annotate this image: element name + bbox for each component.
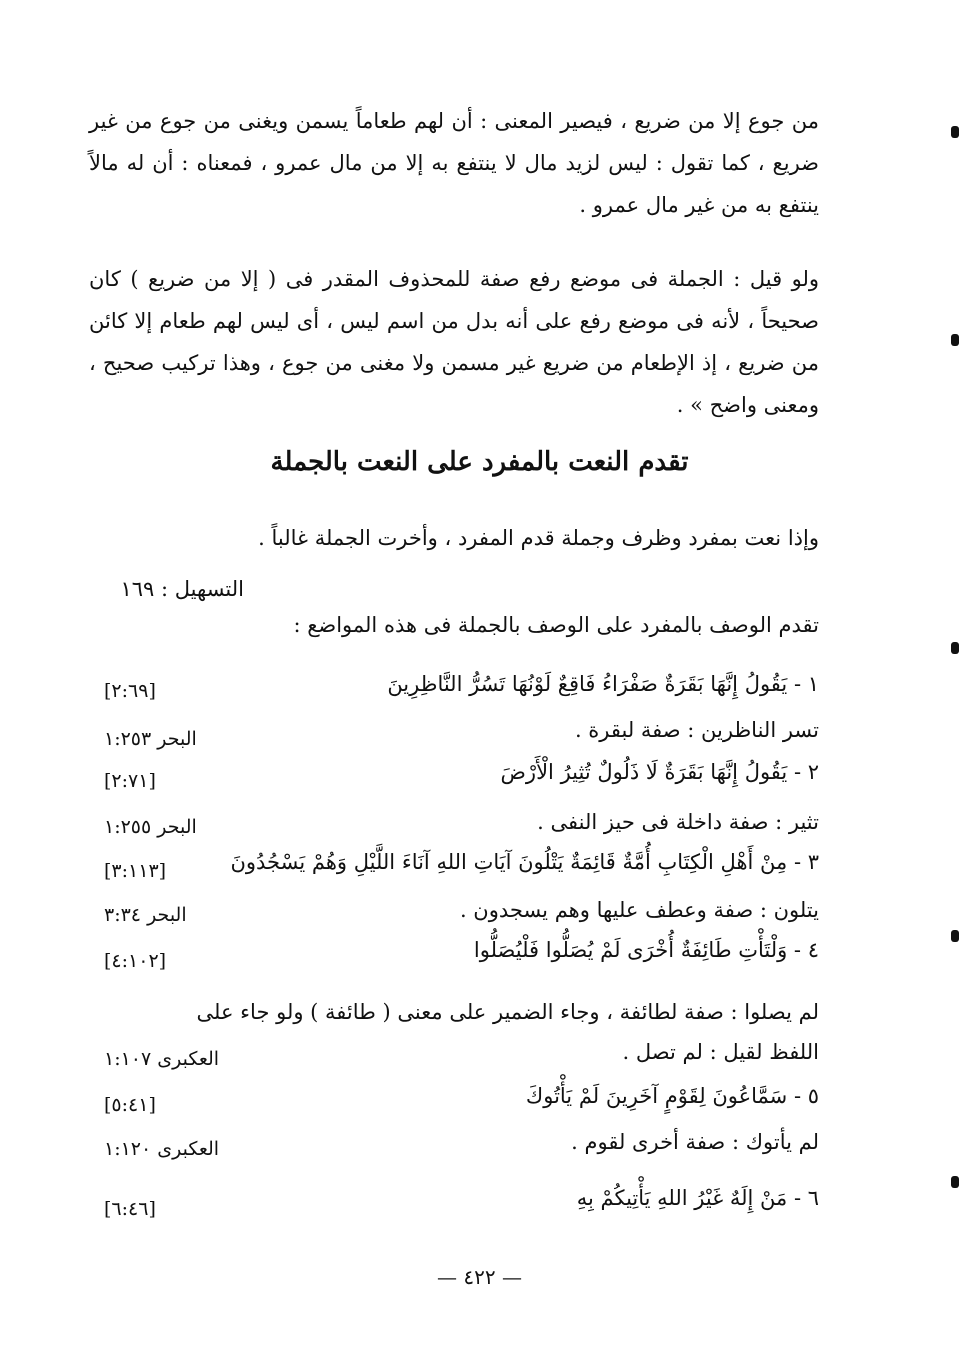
scan-edge-mark xyxy=(951,642,959,654)
note-3: يتلون : صفة وعطف عليها وهم يسجدون . xyxy=(459,898,819,922)
note-3-ref: البحر ٣:٣٤ xyxy=(104,904,187,926)
scan-edge-mark xyxy=(951,1176,959,1188)
verse-6: ٦ - مَنْ إِلَهٌ غَيْرُ اللهِ يَأْتِيكُمْ بِهِ xyxy=(576,1186,819,1210)
verse-2-ref: [٢:٧١] xyxy=(104,770,156,792)
note-5: لم يأتوك : صفة أخرى لقوم . xyxy=(571,1130,819,1154)
scan-edge-mark xyxy=(951,334,959,346)
scan-edge-mark xyxy=(951,930,959,942)
note-2-ref: البحر ١:٢٥٥ xyxy=(104,816,197,838)
note-5-ref: العكبرى ١:١٢٠ xyxy=(104,1138,220,1160)
note-4-ref: العكبرى ١:١٠٧ xyxy=(104,1048,220,1070)
rule-text: وإذا نعت بمفرد وظرف وجملة قدم المفرد ، وأخرت الجملة غالباً . xyxy=(258,526,819,550)
verse-1: ١ - يَقُولُ إِنَّهَا بَقَرَةٌ صَفْرَاءُ فَاقِعٌ لَوْنُهَا تَسُرُّ النَّاظِرِينَ xyxy=(387,672,819,696)
verse-2: ٢ - يَقُولُ إِنَّهَا بَقَرَةٌ لَا ذَلُولٌ تُثِيرُ الْأَرْضَ xyxy=(500,760,819,784)
note-1: تسر الناظرين : صفة لبقرة . xyxy=(574,718,819,742)
intro-text: تقدم الوصف بالمفرد على الوصف بالجملة فى هذه المواضع : xyxy=(293,613,819,637)
note-4-line-1: لم يصلوا : صفة لطائفة ، وجاء الضمير على معنى ( طائفة ) ولو جاء على xyxy=(196,1000,819,1024)
verse-3-ref: [٣:١١٣] xyxy=(104,860,167,882)
verse-4: ٤ - وَلْتَأْتِ طَائِفَةٌ أُخْرَى لَمْ يُصَلُّوا فَلْيُصَلُّوا xyxy=(473,938,819,962)
paragraph-1 xyxy=(89,100,819,226)
note-4-line-2: اللفظ لقيل : لم تصل . xyxy=(622,1040,819,1064)
paragraph-2-text: ولو قيل : الجملة فى موضع رفع صفة للمحذوف المقدر فى ( إلا من ضريع ) كان صحيحاً ، لأنه فى موضع رفع على أنه بدل من اسم ليس ، أى ليس لهم طعام إلا كائن من ضريع ، إذ الإطعام من ضريع غير مسمن ولا مغنى من جوع ، وهذا تركيب صحيح ، ومعنى واضح » . xyxy=(89,267,819,417)
verse-3: ٣ - مِنْ أَهْلِ الْكِتَابِ أُمَّةٌ قَائِمَةٌ يَتْلُونَ آيَاتِ اللهِ آنَاءَ اللَّيْلِ وَهُمْ يَسْجُدُونَ xyxy=(230,850,819,874)
rule-source: التسهيل : ١٦٩ xyxy=(120,577,244,601)
verse-6-ref: [٦:٤٦] xyxy=(104,1198,156,1220)
paragraph-1-text: من جوع إلا من ضريع ، فيصير المعنى : أن لهم طعاماً يسمن ويغنى من جوع من غير ضريع ، كما تقول : ليس لزيد مال لا ينتفع به إلا من مال عمرو ، فمعناه : أن له مالاً ينتفع به من غير مال عمرو . xyxy=(89,109,819,217)
scan-edge-mark xyxy=(951,126,959,138)
verse-5-ref: [٥:٤١] xyxy=(104,1094,156,1116)
section-title: تقدم النعت بالمفرد على النعت بالجملة xyxy=(270,447,689,477)
note-2: تثير : صفة داخلة فى حيز النفى . xyxy=(537,810,819,834)
verse-4-ref: [٤:١٠٢] xyxy=(104,950,167,972)
paragraph-2 xyxy=(89,258,819,426)
verse-5: ٥ - سَمَّاعُونَ لِقَوْمٍ آخَرِينَ لَمْ يَأْتُوكَ xyxy=(525,1084,819,1108)
note-1-ref: البحر ١:٢٥٣ xyxy=(104,728,197,750)
verse-1-ref: [٢:٦٩] xyxy=(104,680,156,702)
page-number: — ٤٢٢ — xyxy=(437,1265,522,1289)
